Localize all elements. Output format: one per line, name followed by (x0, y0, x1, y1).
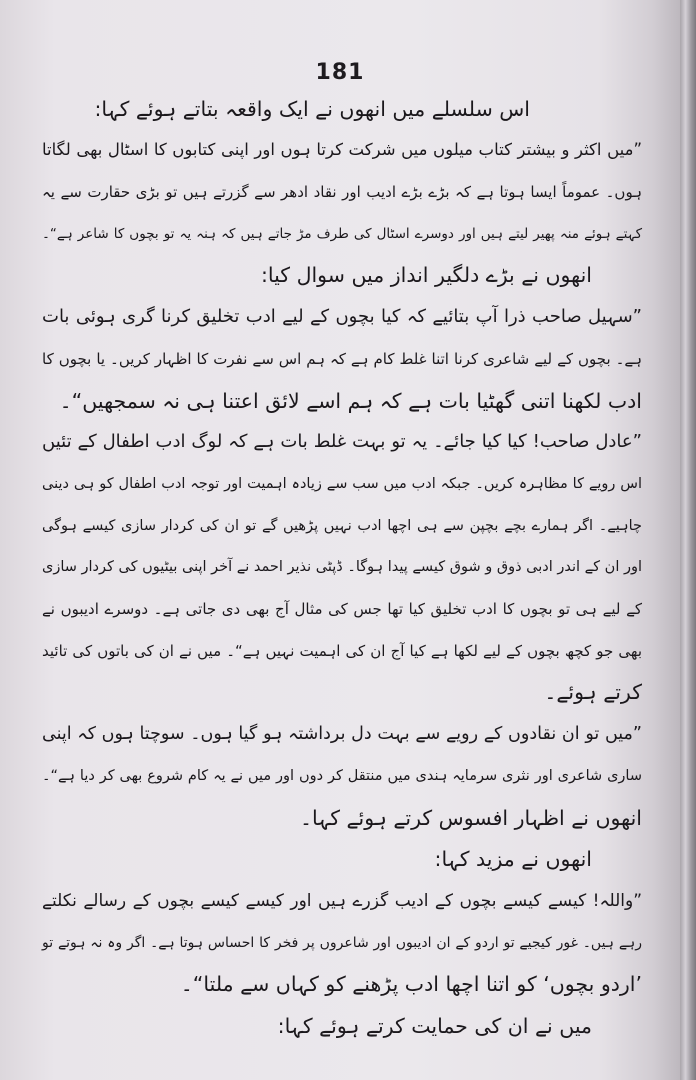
text-line: چاہیے۔ اگر ہمارے بچے بچپن سے ہی اچھا ادب نہیں پڑھیں گے تو ان کی کردار سازی کیسے ہوگی (42, 518, 642, 534)
text-line: انھوں نے اظہار افسوس کرتے ہوئے کہا۔ (299, 806, 642, 830)
text-line: انھوں نے بڑے دلگیر انداز میں سوال کیا: (260, 263, 592, 287)
text-line: ”سہیل صاحب ذرا آپ بتائیے کہ کیا بچوں کے لیے ادب تخلیق کرنا گری ہوئی بات (42, 306, 642, 327)
text-line: کے لیے ہی تو بچوں کا ادب تخلیق کیا تھا جس کی مثال آج بھی دی جاتی ہے۔ دوسرے ادیبوں نے (42, 600, 642, 618)
book-spine-edge (680, 0, 696, 1080)
text-line: ادب لکھنا اتنی گھٹیا بات ہے کہ ہم اسے لائق اعتنا ہی نہ سمجھیں“۔ (59, 389, 642, 413)
text-line: ”میں تو ان نقادوں کے رویے سے بہت دل برداشتہ ہو گیا ہوں۔ سوچتا ہوں کہ اپنی (42, 724, 642, 744)
text-line: کہتے ہوئے منہ پھیر لیتے ہیں اور دوسرے اسٹال کی طرف مڑ جاتے ہیں کہ ہنہ یہ تو بچوں کا شاعر ہے“۔ (42, 226, 642, 242)
text-line: ساری شاعری اور نثری سرمایہ ہندی میں منتقل کر دوں اور میں نے یہ کام شروع بھی کر دیا ہے“۔ (42, 768, 642, 784)
text-line: انھوں نے مزید کہا: (434, 847, 592, 871)
text-line: اس سلسلے میں انھوں نے ایک واقعہ بتاتے ہوئے کہا: (94, 97, 530, 121)
text-line: بھی جو کچھ بچوں کے لیے لکھا ہے کیا آج ان کی اہمیت نہیں ہے“۔ میں نے ان کی باتوں کی تائید (42, 642, 642, 660)
text-line: ہے۔ بچوں کے لیے شاعری کرنا اتنا غلط کام ہے کہ ہم اس سے نفرت کا اظہار کریں۔ یا بچوں کا (42, 350, 642, 368)
text-line: ”میں اکثر و بیشتر کتاب میلوں میں شرکت کرتا ہوں اور اپنی کتابوں کا اسٹال بھی لگاتا (42, 140, 642, 159)
text-line: ”عادل صاحب! کیا کیا جائے۔ یہ تو بہت غلط بات ہے کہ لوگ ادب اطفال کے تئیں (42, 431, 642, 452)
text-line: ہوں۔ عموماً ایسا ہوتا ہے کہ بڑے بڑے ادیب اور نقاد ادھر سے گزرتے ہیں تو بڑی حقارت سے یہ (42, 183, 642, 201)
text-line: اور ان کے اندر ادبی ذوق و شوق کیسے پیدا ہوگا۔ ڈپٹی نذیر احمد نے آخر اپنی بیٹیوں کی کردار سازی (41, 559, 642, 575)
text-line: رہے ہیں۔ غور کیجیے تو اردو کے ان ادیبوں اور شاعروں پر فخر کا احساس ہوتا ہے۔ اگر وہ نہ ہوتے تو (42, 935, 642, 951)
page-number: 181 (315, 60, 365, 85)
text-line: کرتے ہوئے۔ (544, 680, 642, 704)
text-line: اس رویے کا مظاہرہ کریں۔ جبکہ ادب میں سب سے زیادہ اہمیت اور توجہ ادب اطفال کو ہی دینی (42, 476, 642, 492)
text-line: ’اردو بچوں‘ کو اتنا اچھا ادب پڑھنے کو کہاں سے ملتا“۔ (180, 972, 642, 996)
text-line: میں نے ان کی حمایت کرتے ہوئے کہا: (277, 1014, 592, 1038)
text-line: ”واللہ! کیسے کیسے بچوں کے ادیب گزرے ہیں اور کیسے کیسے بچوں کے رسالے نکلتے (42, 891, 642, 911)
